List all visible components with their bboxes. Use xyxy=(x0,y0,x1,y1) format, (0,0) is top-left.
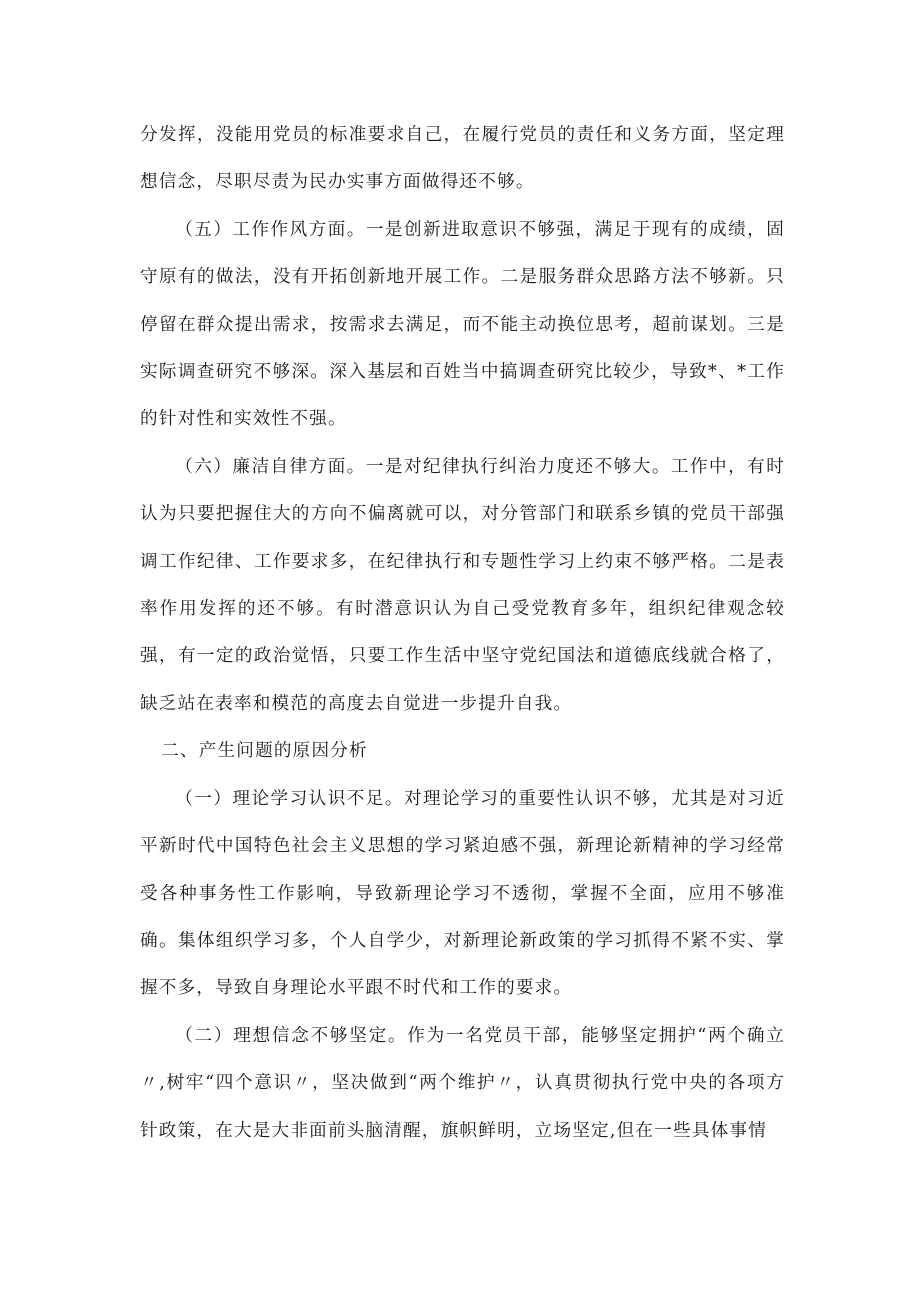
paragraph-work-style: （五）工作作风方面。一是创新进取意识不够强，满足于现有的成绩，固守原有的做法，没有开拓创新地开展工作。二是服务群众思路方法不够新。只停留在群众提出需求，按需求去满足，而不能主动换位思考，超前谋划。三是实际调查研究不够深。深入基层和百姓当中搞调查研究比较少，导致*、*工作的针对性和实效性不强。 xyxy=(140,219,785,430)
paragraph-ideals-beliefs: （二）理想信念不够坚定。作为一名党员干部，能够坚定拥护“两个确立〃,树牢“四个意识〃，坚决做到“两个维护〃，认真贯彻执行党中央的各项方针政策，在大是大非面前头脑清醒，旗帜鲜明，立场坚定,但在一些具体事情 xyxy=(140,1025,785,1141)
section-heading-cause-analysis: 二、产生问题的原因分析 xyxy=(161,741,368,762)
paragraph-theory-study: （一）理论学习认识不足。对理论学习的重要性认识不够，尤其是对习近平新时代中国特色社会主义思想的学习紧迫感不强，新理论新精神的学习经常受各种事务性工作影响，导致新理论学习不透彻，掌握不全面，应用不够准确。集体组织学习多，个人自学少，对新理论新政策的学习抓得不紧不实、掌握不多，导致自身理论水平跟不时代和工作的要求。 xyxy=(140,788,785,999)
paragraph-integrity: （六）廉洁自律方面。一是对纪律执行纠治力度还不够大。工作中，有时认为只要把握住大的方向不偏离就可以，对分管部门和联系乡镇的党员干部强调工作纪律、工作要求多，在纪律执行和专题性学习上约束不够严格。二是表率作用发挥的还不够。有时潜意识认为自己受党教育多年，组织纪律观念较强，有一定的政治觉悟，只要工作生活中坚守党纪国法和道德底线就合格了，缺乏站在表率和模范的高度去自觉进一步提升自我。 xyxy=(140,456,785,714)
document-body xyxy=(140,112,785,1155)
paragraph-continuation: 分发挥，没能用党员的标准要求自己，在履行党员的责任和义务方面，坚定理想信念，尽职尽责为民办实事方面做得还不够。 xyxy=(140,125,785,193)
